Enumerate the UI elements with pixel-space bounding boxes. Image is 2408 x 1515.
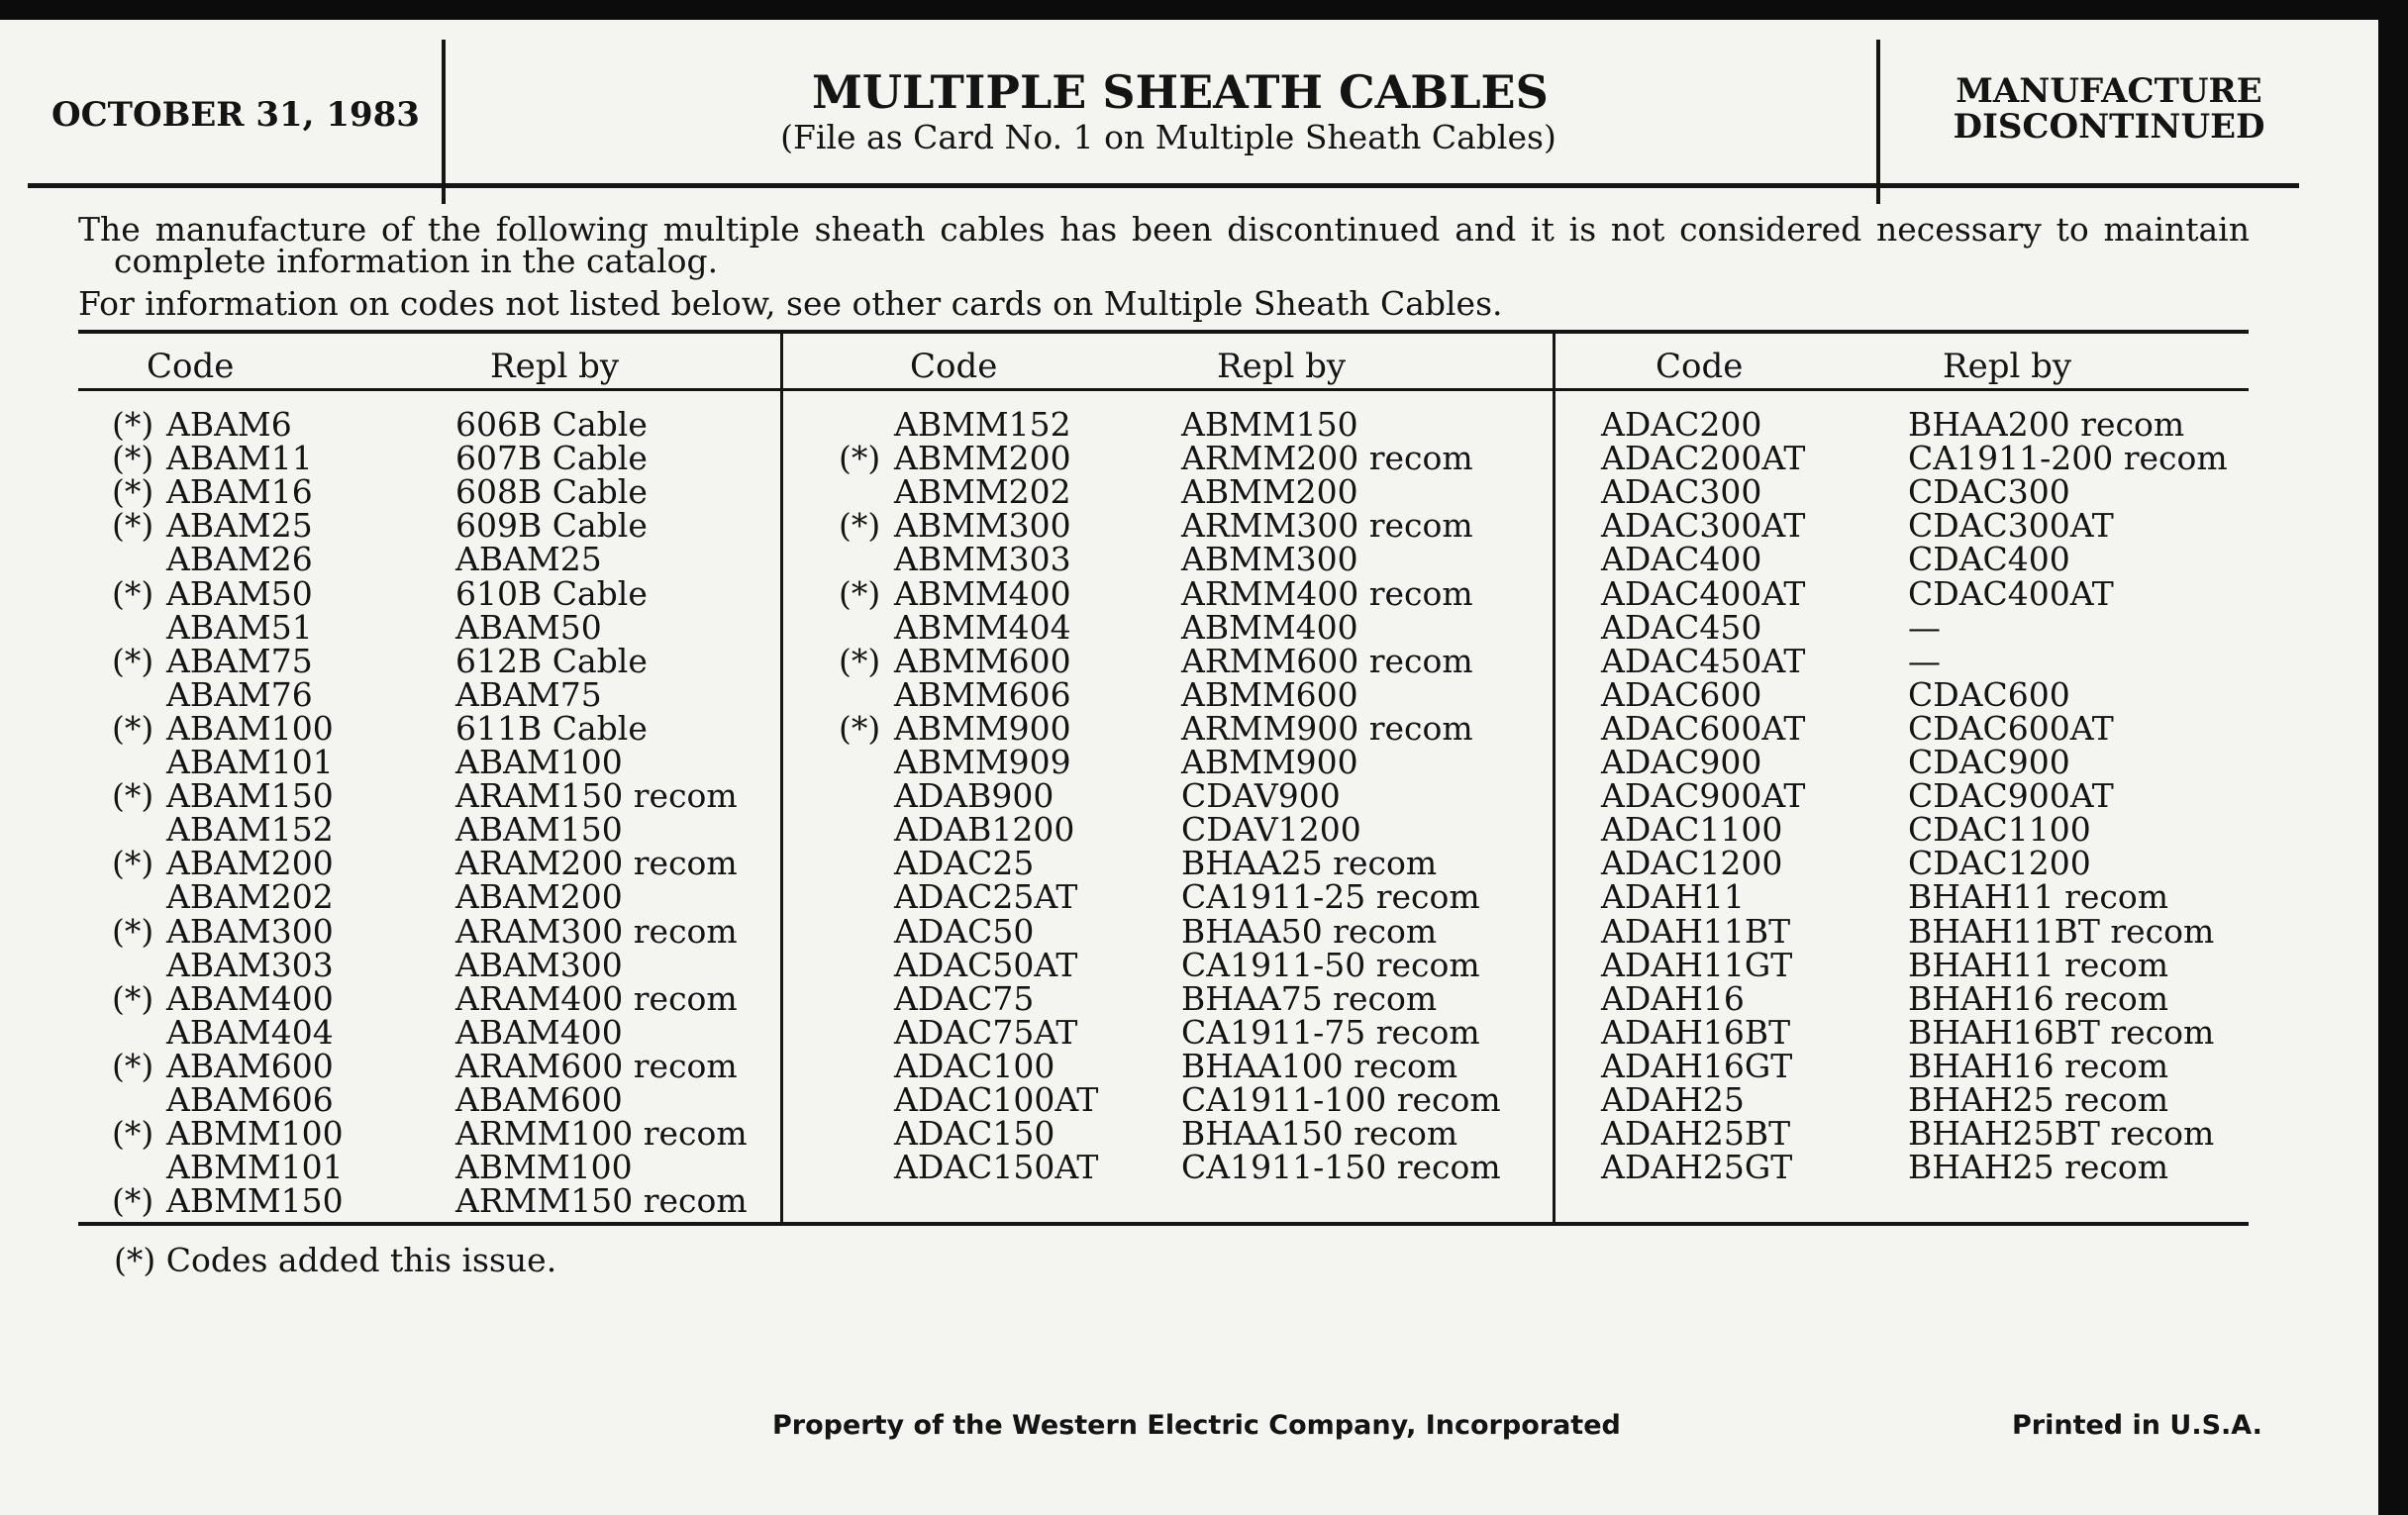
cable-code: ABAM400 <box>166 978 334 1018</box>
replaced-by: CDAC300 <box>1908 472 2070 512</box>
replaced-by: BHAA100 recom <box>1181 1046 1458 1085</box>
cable-code: ADAC100AT <box>894 1080 1099 1119</box>
replaced-by: BHAH16 recom <box>1908 978 2169 1018</box>
added-marker: (*) <box>112 978 154 1018</box>
replaced-by: ABAM200 <box>455 877 623 917</box>
added-marker: (*) <box>839 573 881 613</box>
col1-code-header: Code <box>147 347 235 386</box>
cable-code: ADAC450AT <box>1601 641 1806 680</box>
added-marker: (*) <box>112 708 154 748</box>
added-marker: (*) <box>112 506 154 546</box>
added-marker: (*) <box>112 405 154 444</box>
cable-code: ADAC200AT <box>1601 439 1806 478</box>
cable-code: ADAC75 <box>894 978 1035 1018</box>
cable-code: ADAC50 <box>894 911 1035 951</box>
cable-code: ADAC75AT <box>894 1012 1078 1052</box>
cable-code: ABAM600 <box>166 1046 334 1085</box>
replaced-by: CA1911-25 recom <box>1181 877 1480 917</box>
added-marker: (*) <box>112 472 154 512</box>
cable-code: ADAH16 <box>1601 978 1745 1018</box>
replaced-by: CA1911-200 recom <box>1908 439 2228 478</box>
cable-code: ABMM300 <box>894 506 1071 546</box>
cable-code: ABAM101 <box>166 743 334 781</box>
replaced-by: CDAC300AT <box>1908 506 2114 546</box>
replaced-by: BHAH16 recom <box>1908 1046 2169 1085</box>
cable-code: ABAM200 <box>166 844 334 883</box>
issue-date: OCTOBER 31, 1983 <box>51 95 420 135</box>
cable-code: ABAM300 <box>166 911 334 951</box>
replaced-by: BHAA200 recom <box>1908 405 2185 444</box>
replaced-by: ABMM400 <box>1181 607 1358 647</box>
col2-code-header: Code <box>910 347 998 386</box>
replaced-by: ABAM25 <box>455 540 602 579</box>
status-badge <box>1941 73 2277 145</box>
cable-code: ABAM404 <box>166 1012 334 1052</box>
cable-code: ADAC150AT <box>894 1148 1099 1187</box>
replaced-by: CDAC1200 <box>1908 844 2091 883</box>
cable-code: ADAC400 <box>1601 540 1762 579</box>
cable-code: ABAM26 <box>166 540 313 579</box>
cable-code: ADAH25 <box>1601 1080 1745 1119</box>
cable-code: ADAC200 <box>1601 405 1762 444</box>
cable-code: ADAC600 <box>1601 674 1762 714</box>
cable-code: ABMM404 <box>894 607 1071 647</box>
cable-code: ABAM202 <box>166 877 334 917</box>
cable-code: ADAC150 <box>894 1114 1055 1154</box>
cable-code: ADAC100 <box>894 1046 1055 1085</box>
cable-code: ADAC400AT <box>1601 573 1806 613</box>
cable-code: ADAC600AT <box>1601 708 1806 748</box>
cable-code: ABAM16 <box>166 472 313 512</box>
replaced-by: ARAM300 recom <box>455 911 738 951</box>
catalog-card <box>0 20 2378 1515</box>
cable-code: ABAM25 <box>166 506 313 546</box>
added-marker: (*) <box>112 573 154 613</box>
cable-code: ABMM200 <box>894 439 1071 478</box>
replaced-by: CDAC400 <box>1908 540 2070 579</box>
cable-code: ADAC450 <box>1601 607 1762 647</box>
cable-code: ADAH11 <box>1601 877 1745 917</box>
replaced-by: ARMM900 recom <box>1181 708 1473 748</box>
cable-code: ABAM303 <box>166 945 334 984</box>
added-marker: (*) <box>112 1181 154 1221</box>
col3-repl-header: Repl by <box>1943 347 2072 386</box>
cable-code: ABMM400 <box>894 573 1071 613</box>
replaced-by: 609B Cable <box>455 506 648 546</box>
cable-code: ADAC1200 <box>1601 844 1783 883</box>
replaced-by: 610B Cable <box>455 573 648 613</box>
added-marker: (*) <box>839 641 881 680</box>
replaced-by: BHAH25 recom <box>1908 1148 2169 1187</box>
replaced-by: ABAM600 <box>455 1080 623 1119</box>
replaced-by: ARMM200 recom <box>1181 439 1473 478</box>
cable-code: ADAC900 <box>1601 743 1762 781</box>
replaced-by: BHAA150 recom <box>1181 1114 1458 1154</box>
col1-repl-header: Repl by <box>490 347 620 386</box>
added-marker: (*) <box>839 439 881 478</box>
replaced-by: ARMM150 recom <box>455 1181 748 1221</box>
replaced-by: ARMM100 recom <box>455 1114 748 1154</box>
cable-code: ADAH11GT <box>1601 945 1793 984</box>
cable-code: ADAC300 <box>1601 472 1762 512</box>
replaced-by: — <box>1908 607 1941 647</box>
col2-repl-header: Repl by <box>1217 347 1347 386</box>
replaced-by: ABAM75 <box>455 674 602 714</box>
table-header-rule <box>78 388 2249 391</box>
replaced-by: ABMM200 <box>1181 472 1358 512</box>
replaced-by: CDAC600 <box>1908 674 2070 714</box>
replaced-by: ABMM100 <box>455 1148 633 1187</box>
cable-code: ABAM606 <box>166 1080 334 1119</box>
footnote: (*) Codes added this issue. <box>114 1241 557 1279</box>
status-line-2: DISCONTINUED <box>1953 107 2265 147</box>
replaced-by: 612B Cable <box>455 641 648 680</box>
replaced-by: ABMM600 <box>1181 674 1358 714</box>
replaced-by: BHAH16BT recom <box>1908 1012 2215 1052</box>
replaced-by: CDAV900 <box>1181 776 1341 816</box>
replaced-by: CDAC400AT <box>1908 573 2114 613</box>
cable-code: ADAC1100 <box>1601 810 1783 850</box>
replaced-by: ABAM300 <box>455 945 623 984</box>
replaced-by: BHAA25 recom <box>1181 844 1438 883</box>
cable-code: ADAC50AT <box>894 945 1078 984</box>
footer-printed: Printed in U.S.A. <box>2012 1410 2262 1441</box>
replaced-by: ABAM50 <box>455 607 602 647</box>
replaced-by: ARMM300 recom <box>1181 506 1473 546</box>
cable-code: ABAM150 <box>166 776 334 816</box>
replaced-by: CDAC600AT <box>1908 708 2114 748</box>
cable-code: ADAH16GT <box>1601 1046 1793 1085</box>
status-line-1: MANUFACTURE <box>1956 71 2262 111</box>
replaced-by: BHAA75 recom <box>1181 978 1438 1018</box>
replaced-by: CDAC900 <box>1908 743 2070 781</box>
replaced-by: ABMM900 <box>1181 743 1358 781</box>
cable-code: ABAM6 <box>166 405 292 444</box>
replaced-by: CA1911-100 recom <box>1181 1080 1501 1119</box>
replaced-by: ARAM200 recom <box>455 844 738 883</box>
replaced-by: BHAH11BT recom <box>1908 911 2215 951</box>
replaced-by: ARMM600 recom <box>1181 641 1473 680</box>
cable-code: ABAM100 <box>166 708 334 748</box>
cable-code: ABMM152 <box>894 405 1071 444</box>
table-divider-1 <box>780 332 783 1224</box>
cable-code: ADAB1200 <box>894 810 1075 850</box>
replaced-by: 607B Cable <box>455 439 648 478</box>
cable-code: ADAH25BT <box>1601 1114 1791 1154</box>
replaced-by: 606B Cable <box>455 405 648 444</box>
replaced-by: ARAM600 recom <box>455 1046 738 1085</box>
added-marker: (*) <box>112 911 154 951</box>
added-marker: (*) <box>839 708 881 748</box>
cable-code: ABMM150 <box>166 1181 344 1221</box>
cable-code: ABMM303 <box>894 540 1071 579</box>
header-divider-right <box>1876 40 1880 204</box>
intro-line-1: The manufacture of the following multiple sheath cables has been discontinued and it is not considered necessary to maintain <box>78 210 2250 249</box>
replaced-by: BHAH25 recom <box>1908 1080 2169 1119</box>
replaced-by: 608B Cable <box>455 472 648 512</box>
replaced-by: BHAA50 recom <box>1181 911 1438 951</box>
header-rule <box>28 183 2299 188</box>
cable-code: ADAH16BT <box>1601 1012 1791 1052</box>
cable-code: ADAB900 <box>894 776 1054 816</box>
table-top-rule <box>78 330 2249 334</box>
replaced-by: CDAV1200 <box>1181 810 1361 850</box>
replaced-by: CA1911-75 recom <box>1181 1012 1480 1052</box>
added-marker: (*) <box>112 844 154 883</box>
replaced-by: CDAC900AT <box>1908 776 2114 816</box>
cable-code: ADAC300AT <box>1601 506 1806 546</box>
cable-code: ADAH25GT <box>1601 1148 1793 1187</box>
cable-code: ABMM100 <box>166 1114 344 1154</box>
replaced-by: ABAM100 <box>455 743 623 781</box>
replaced-by: ABMM300 <box>1181 540 1358 579</box>
replaced-by: ARAM400 recom <box>455 978 738 1018</box>
cable-code: ADAC25AT <box>894 877 1078 917</box>
replaced-by: 611B Cable <box>455 708 648 748</box>
cable-code: ABAM11 <box>166 439 313 478</box>
cable-code: ABMM101 <box>166 1148 344 1187</box>
cable-code: ABAM51 <box>166 607 313 647</box>
table-divider-2 <box>1553 332 1555 1224</box>
col3-code-header: Code <box>1656 347 1744 386</box>
cable-code: ADAH11BT <box>1601 911 1791 951</box>
added-marker: (*) <box>112 641 154 680</box>
cable-code: ABMM900 <box>894 708 1071 748</box>
replaced-by: ABAM400 <box>455 1012 623 1052</box>
replaced-by: ABAM150 <box>455 810 623 850</box>
added-marker: (*) <box>112 439 154 478</box>
replaced-by: CDAC1100 <box>1908 810 2091 850</box>
cable-code: ABMM606 <box>894 674 1071 714</box>
added-marker: (*) <box>112 1046 154 1085</box>
cable-code: ABMM909 <box>894 743 1071 781</box>
cable-code: ADAC25 <box>894 844 1035 883</box>
table-bottom-rule <box>78 1222 2249 1226</box>
page-subtitle: (File as Card No. 1 on Multiple Sheath Cables) <box>780 118 1556 156</box>
cable-code: ABAM75 <box>166 641 313 680</box>
intro-line-2: complete information in the catalog. <box>114 242 719 280</box>
intro-line-3: For information on codes not listed below, see other cards on Multiple Sheath Cables. <box>78 284 1503 323</box>
cable-code: ADAC900AT <box>1601 776 1806 816</box>
replaced-by: BHAH11 recom <box>1908 877 2169 917</box>
replaced-by: BHAH25BT recom <box>1908 1114 2215 1154</box>
replaced-by: ABMM150 <box>1181 405 1358 444</box>
added-marker: (*) <box>839 506 881 546</box>
cable-code: ABAM50 <box>166 573 313 613</box>
replaced-by: ARAM150 recom <box>455 776 738 816</box>
header-divider-left <box>442 40 446 204</box>
replaced-by: ARMM400 recom <box>1181 573 1473 613</box>
cable-code: ABMM600 <box>894 641 1071 680</box>
footer-property: Property of the Western Electric Company, Incorporated <box>772 1410 1621 1441</box>
cable-code: ABAM152 <box>166 810 334 850</box>
replaced-by: BHAH11 recom <box>1908 945 2169 984</box>
added-marker: (*) <box>112 776 154 816</box>
replaced-by: CA1911-50 recom <box>1181 945 1480 984</box>
cable-code: ABMM202 <box>894 472 1071 512</box>
page-title: MULTIPLE SHEATH CABLES <box>812 65 1549 119</box>
cable-code: ABAM76 <box>166 674 313 714</box>
replaced-by: CA1911-150 recom <box>1181 1148 1501 1187</box>
replaced-by: — <box>1908 641 1941 680</box>
added-marker: (*) <box>112 1114 154 1154</box>
